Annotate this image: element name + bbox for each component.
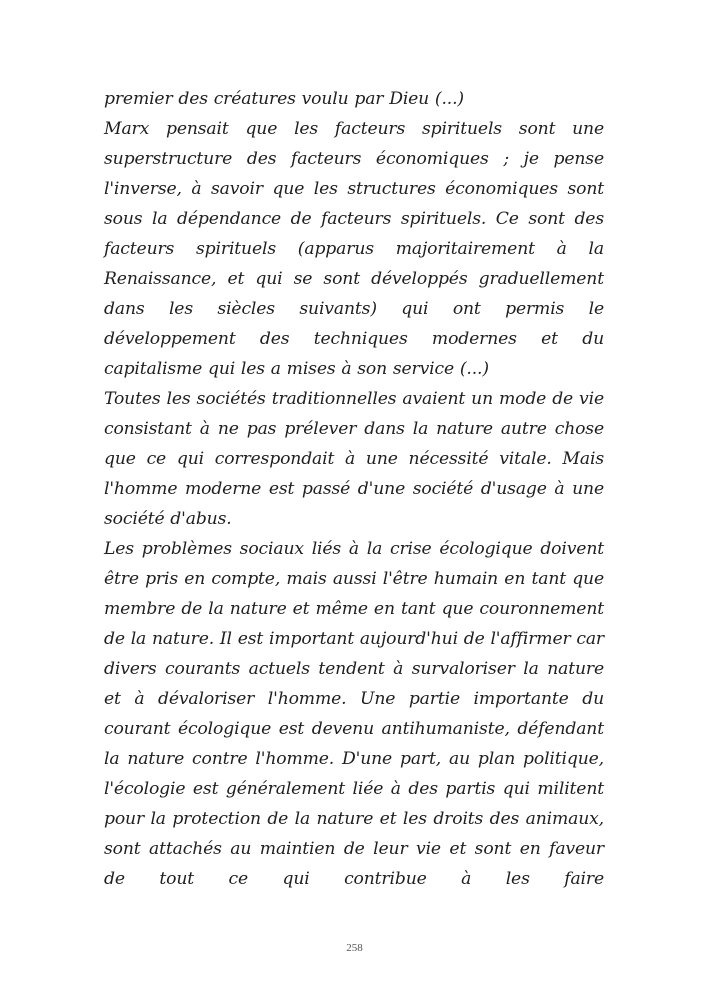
paragraph-traditional-societies: Toutes les sociétés traditionnelles avaient un mode de vie consistant à ne pas prélever dans la nature autre chose que ce qui correspondait à une nécessité vitale. Mais l'homme moderne est passé d'une société d'usage à une société d'abus. xyxy=(104,389,604,529)
paragraph-marx: Marx pensait que les facteurs spirituels sont une superstructure des facteurs économiques ; je pense l'inverse, à savoir que les structures économiques sont sous la dépendance de facteurs spirituels. Ce sont des facteurs spirituels (apparus majoritairement à la Renaissance, et qui se sont développés graduellement dans les siècles suivants) qui ont permis le développement des techniques modernes et du capitalisme qui les a mises à son service (...) xyxy=(104,119,604,379)
paragraph-ecology: Les problèmes sociaux liés à la crise écologique doivent être pris en compte, mais aussi l'être humain en tant que membre de la nature et même en tant que couronnement de la nature. Il est important aujourd'hui de l'affirmer car divers courants actuels tendent à survaloriser la nature et à dévaloriser l'homme. Une partie importante du courant écologique est devenu antihumaniste, défendant la nature contre l'homme. D'une part, au plan politique, l'écologie est généralement liée à des partis qui militent pour la protection de la nature et les droits des animaux, sont attachés au maintien de leur vie et sont en faveur de tout ce qui contribue à les faire xyxy=(104,539,604,889)
body-text xyxy=(104,84,604,894)
page-number: 258 xyxy=(346,942,363,954)
paragraph-continuation: premier des créatures voulu par Dieu (...) xyxy=(104,89,464,109)
